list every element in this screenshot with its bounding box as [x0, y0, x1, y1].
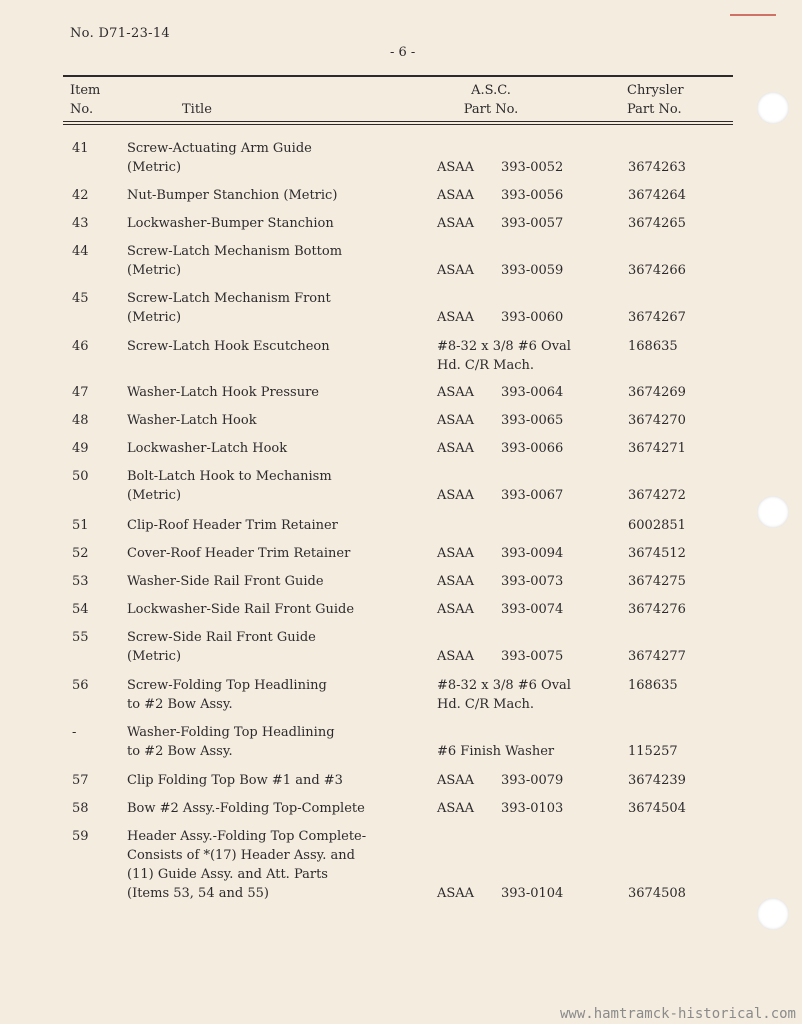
item-number: 46 — [72, 339, 89, 354]
asc-prefix: ASAA — [437, 574, 475, 589]
asc-part-number: 393-0075 — [501, 649, 564, 664]
footer-watermark: www.hamtramck-historical.com — [559, 1006, 796, 1022]
document-number: No. D71-23-14 — [70, 26, 170, 41]
chrysler-part-number: 3674275 — [628, 574, 686, 589]
item-title-line: Lockwasher-Latch Hook — [127, 441, 288, 456]
item-title-line: Washer-Folding Top Headlining — [127, 725, 335, 740]
asc-part-number: 393-0064 — [501, 385, 564, 400]
asc-part-number: 393-0094 — [501, 546, 564, 561]
item-title-line: Screw-Side Rail Front Guide — [127, 630, 316, 645]
chrysler-part-number: 3674265 — [628, 216, 686, 231]
item-title-line: (Metric) — [127, 310, 182, 325]
item-title-line: Lockwasher-Side Rail Front Guide — [127, 602, 355, 617]
item-number: 58 — [72, 801, 89, 816]
header-asc-partno-label: Part No. — [463, 102, 519, 117]
chrysler-part-number: 3674263 — [628, 160, 686, 175]
item-number: 49 — [72, 441, 89, 456]
asc-prefix: ASAA — [437, 773, 475, 788]
asc-part-number: 393-0067 — [501, 488, 564, 503]
asc-part-number: 393-0079 — [501, 773, 564, 788]
header-chrysler-label: Chrysler — [627, 83, 684, 98]
asc-part-number: 393-0104 — [501, 886, 564, 901]
item-number: - — [72, 725, 77, 740]
asc-part-line: #8-32 x 3/8 #6 Oval — [437, 339, 571, 354]
chrysler-part-number: 3674267 — [628, 310, 686, 325]
item-title — [127, 572, 417, 591]
chrysler-part-number: 3674264 — [628, 188, 686, 203]
item-title-line: Screw-Latch Hook Escutcheon — [127, 339, 330, 354]
item-title-line: Consists of *(17) Header Assy. and — [127, 848, 355, 863]
page-number: - 6 - — [390, 45, 416, 60]
binder-hole — [757, 898, 789, 930]
asc-prefix: ASAA — [437, 160, 475, 175]
item-number: 44 — [72, 244, 89, 259]
asc-part-number: 393-0052 — [501, 160, 564, 175]
header-item-label: Item — [70, 83, 101, 98]
chrysler-part-number: 3674270 — [628, 413, 686, 428]
chrysler-part-number: 168635 — [628, 678, 678, 693]
item-number: 55 — [72, 630, 89, 645]
asc-prefix: ASAA — [437, 488, 475, 503]
item-number: 42 — [72, 188, 89, 203]
item-title — [127, 337, 417, 356]
item-title-line: Washer-Latch Hook Pressure — [127, 385, 319, 400]
chrysler-part-number: 3674269 — [628, 385, 686, 400]
asc-prefix: ASAA — [437, 801, 475, 816]
chrysler-part-number: 3674504 — [628, 801, 686, 816]
item-title-line: (Items 53, 54 and 55) — [127, 886, 269, 901]
item-number: 48 — [72, 413, 89, 428]
item-number: 52 — [72, 546, 89, 561]
item-title-line: Cover-Roof Header Trim Retainer — [127, 546, 351, 561]
item-title-line: Screw-Latch Mechanism Front — [127, 291, 331, 306]
chrysler-part-number: 3674276 — [628, 602, 686, 617]
asc-part-number: 393-0057 — [501, 216, 564, 231]
item-title — [127, 439, 417, 458]
item-title — [127, 827, 417, 903]
asc-part-number: 393-0066 — [501, 441, 564, 456]
item-number: 45 — [72, 291, 89, 306]
asc-prefix: ASAA — [437, 649, 475, 664]
asc-part-description — [437, 676, 571, 714]
chrysler-part-number: 115257 — [628, 744, 678, 759]
item-title — [127, 467, 417, 505]
item-title-line: (11) Guide Assy. and Att. Parts — [127, 867, 328, 882]
binder-hole — [757, 92, 789, 124]
asc-part-number: 393-0074 — [501, 602, 564, 617]
item-title-line: Bolt-Latch Hook to Mechanism — [127, 469, 332, 484]
chrysler-part-number: 6002851 — [628, 518, 686, 533]
item-title-line: Clip-Roof Header Trim Retainer — [127, 518, 338, 533]
binder-hole — [757, 496, 789, 528]
asc-prefix: ASAA — [437, 385, 475, 400]
item-number: 51 — [72, 518, 89, 533]
item-title-line: Nut-Bumper Stanchion (Metric) — [127, 188, 338, 203]
item-number: 57 — [72, 773, 89, 788]
asc-prefix: ASAA — [437, 188, 475, 203]
item-title — [127, 242, 417, 280]
item-title — [127, 676, 417, 714]
item-title — [127, 139, 417, 177]
asc-prefix: ASAA — [437, 310, 475, 325]
item-title — [127, 799, 417, 818]
item-number: 47 — [72, 385, 89, 400]
item-number: 50 — [72, 469, 89, 484]
item-title — [127, 544, 417, 563]
item-title — [127, 628, 417, 666]
item-title-line: Clip Folding Top Bow #1 and #3 — [127, 773, 343, 788]
item-title — [127, 723, 417, 761]
chrysler-part-number: 168635 — [628, 339, 678, 354]
item-number: 53 — [72, 574, 89, 589]
header-chrysler-partno-label: Part No. — [627, 102, 682, 117]
item-title — [127, 771, 417, 790]
item-title-line: Washer-Side Rail Front Guide — [127, 574, 324, 589]
chrysler-part-number: 3674277 — [628, 649, 686, 664]
asc-prefix: ASAA — [437, 263, 475, 278]
item-title-line: Screw-Folding Top Headlining — [127, 678, 327, 693]
header-title: Title — [182, 102, 212, 117]
asc-part-line: Hd. C/R Mach. — [437, 697, 535, 712]
chrysler-part-number: 3674272 — [628, 488, 686, 503]
asc-part-number: 393-0103 — [501, 801, 564, 816]
item-number: 56 — [72, 678, 89, 693]
header-asc-label: A.S.C. — [471, 83, 511, 98]
item-title-line: (Metric) — [127, 263, 182, 278]
asc-part-line: #6 Finish Washer — [437, 744, 555, 759]
asc-part-line: Hd. C/R Mach. — [437, 358, 535, 373]
item-title — [127, 289, 417, 327]
item-title-line: (Metric) — [127, 649, 182, 664]
chrysler-part-number: 3674266 — [628, 263, 686, 278]
item-title-line: to #2 Bow Assy. — [127, 697, 233, 712]
item-title-line: (Metric) — [127, 160, 182, 175]
asc-part-description — [437, 742, 554, 761]
asc-prefix: ASAA — [437, 602, 475, 617]
asc-prefix: ASAA — [437, 546, 475, 561]
item-title-line: Screw-Actuating Arm Guide — [127, 141, 312, 156]
item-title — [127, 186, 417, 205]
chrysler-part-number: 3674239 — [628, 773, 686, 788]
item-title — [127, 600, 417, 619]
chrysler-part-number: 3674512 — [628, 546, 686, 561]
item-number: 59 — [72, 829, 89, 844]
header-no-label: No. — [70, 102, 94, 117]
chrysler-part-number: 3674271 — [628, 441, 686, 456]
asc-part-number: 393-0059 — [501, 263, 564, 278]
asc-prefix: ASAA — [437, 216, 475, 231]
asc-part-line: #8-32 x 3/8 #6 Oval — [437, 678, 571, 693]
item-title-line: Header Assy.-Folding Top Complete- — [127, 829, 367, 844]
item-title-line: Screw-Latch Mechanism Bottom — [127, 244, 343, 259]
asc-part-number: 393-0056 — [501, 188, 564, 203]
item-number: 43 — [72, 216, 89, 231]
asc-part-number: 393-0073 — [501, 574, 564, 589]
asc-part-number: 393-0065 — [501, 413, 564, 428]
chrysler-part-number: 3674508 — [628, 886, 686, 901]
item-number: 41 — [72, 141, 89, 156]
item-title — [127, 516, 417, 535]
item-title-line: Washer-Latch Hook — [127, 413, 257, 428]
item-title-line: Lockwasher-Bumper Stanchion — [127, 216, 334, 231]
item-title — [127, 411, 417, 430]
asc-prefix: ASAA — [437, 441, 475, 456]
item-title-line: Bow #2 Assy.-Folding Top-Complete — [127, 801, 365, 816]
asc-part-description — [437, 337, 571, 375]
item-title-line: to #2 Bow Assy. — [127, 744, 233, 759]
item-title-line: (Metric) — [127, 488, 182, 503]
item-title — [127, 383, 417, 402]
asc-part-number: 393-0060 — [501, 310, 564, 325]
item-title — [127, 214, 417, 233]
item-number: 54 — [72, 602, 89, 617]
asc-prefix: ASAA — [437, 886, 475, 901]
asc-prefix: ASAA — [437, 413, 475, 428]
